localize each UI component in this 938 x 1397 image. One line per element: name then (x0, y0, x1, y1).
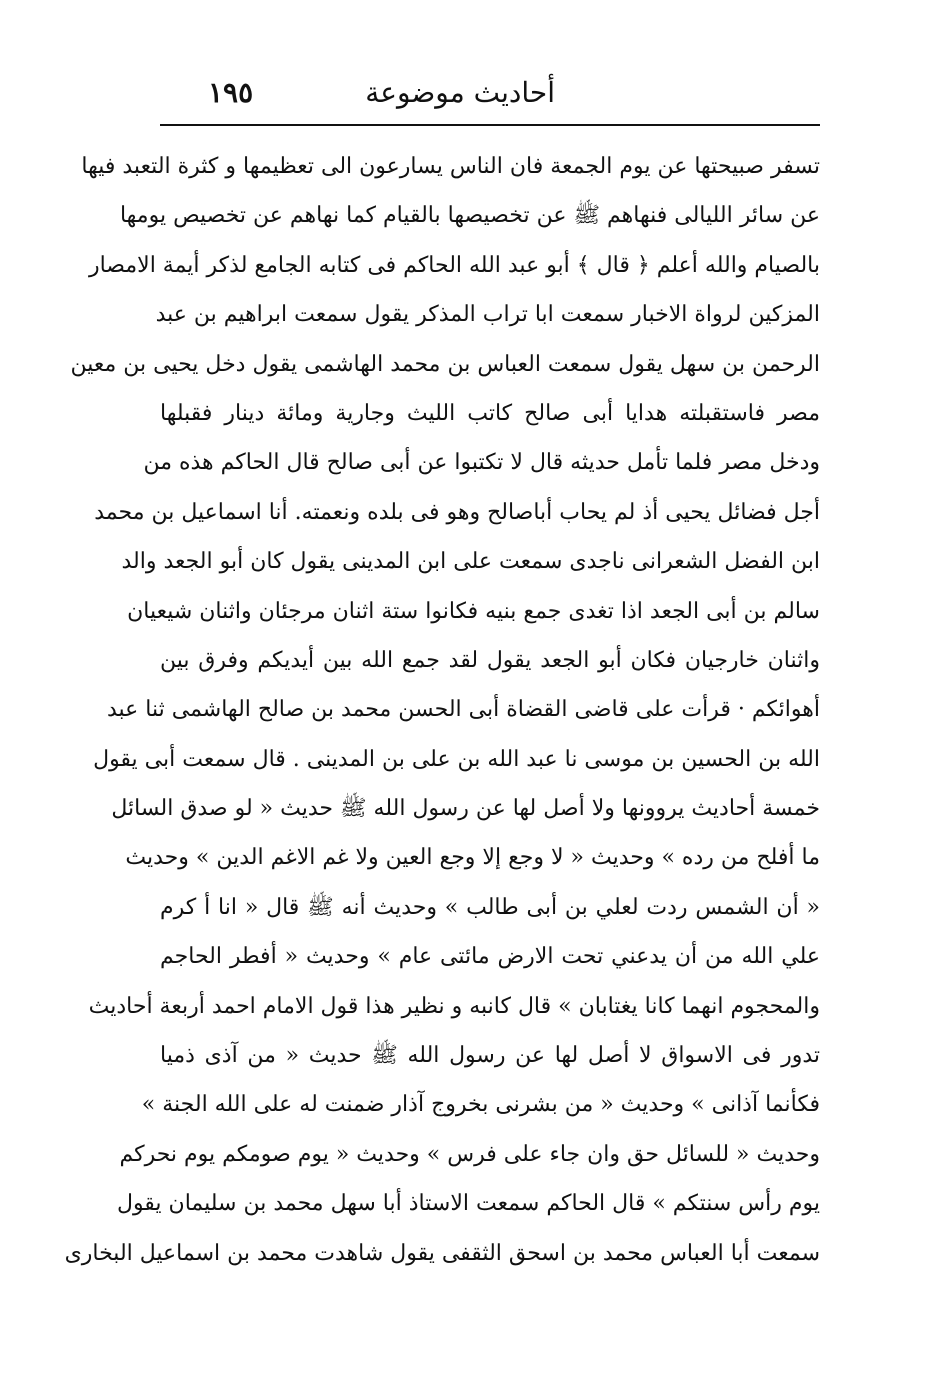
text-line: خمسة أحاديث يروونها ولا أصل لها عن رسول الله ﷺ حديث « لو صدق السائل (111, 796, 820, 822)
page-header (160, 62, 820, 124)
text-line: أهوائكم · قرأت على قاضى القضاة أبى الحسن محمد بن صالح الهاشمى ثنا عبد (106, 697, 820, 723)
text-line: أجل فضائل يحيى أذ لم يحاب أباصالح وهو فى بلده ونعمته. أنا اسماعيل بن محمد (94, 499, 820, 525)
text-line: والمحجوم انهما كانا يغتابان » قال كانبه و نظير هذا قول الامام احمد أربعة أحاديث (88, 993, 820, 1019)
text-line: الله بن الحسين بن موسى نا عبد الله بن على بن المدينى . قال سمعت أبى يقول (93, 746, 820, 772)
text-line: « أن الشمس ردت لعلي بن أبى طالب » وحديث أنه ﷺ قال « انا أ كرم (160, 894, 820, 920)
text-line: تسفر صبيحتها عن يوم الجمعة فان الناس يسارعون الى تعظيمها و كثرة التعبد فيها (81, 154, 820, 179)
body-text (64, 142, 820, 1278)
page-number: ١٩٥ (208, 76, 254, 109)
running-title: أحاديث موضوعة (365, 76, 555, 109)
text-line: تدور فى الاسواق لا أصل لها عن رسول الله ﷺ حديث « من آذى ذميا (160, 1043, 820, 1069)
text-line: الرحمن بن سهل يقول سمعت العباس بن محمد الهاشمى يقول دخل يحيى بن معين (70, 351, 820, 377)
text-line: وحديث « للسائل حق وان جاء على فرس » وحديث « يوم صومكم يوم نحركم (119, 1141, 820, 1167)
text-line: يوم رأس سنتكم » قال الحاكم سمعت الاستاذ أبا سهل محمد بن سليمان يقول (116, 1191, 820, 1217)
text-line: سالم بن أبى الجعد اذا تغدى جمع بنيه فكانوا ستة اثنان مرجئان واثنان شيعيان (127, 598, 820, 624)
text-line: ابن الفضل الشعرانى ناجدى سمعت على ابن المدينى يقول كان أبو الجعد والد (121, 549, 820, 575)
text-line: واثنان خارجيان فكان أبو الجعد يقول لقد جمع الله بين أيديكم وفرق بين (160, 647, 820, 673)
text-line: بالصيام والله أعلم ﴿ قال ﴾ أبو عبد الله الحاكم فى كتابه الجامع لذكر أيمة الامصار (88, 252, 820, 278)
text-line: المزكين لرواة الاخبار سمعت ابا تراب المذكر يقول سمعت ابراهيم بن عبد (155, 302, 820, 328)
text-line: سمعت أبا العباس محمد بن اسحق الثقفى يقول شاهدت محمد بن اسماعيل البخارى (64, 1240, 820, 1266)
text-line: مصر فاستقبلته هدايا أبى صالح كاتب الليث وجارية ومائة دينار فقبلها (160, 400, 820, 426)
text-line: علي الله من أن يدعني تحت الارض مائتى عام » وحديث « أفطر الحاجم (160, 944, 820, 970)
text-line: ما أفلح من رده » وحديث « لا وجع إلا وجع العين ولا غم الاغم الدين » وحديث (125, 845, 820, 871)
header-rule (160, 124, 820, 126)
text-line: عن سائر الليالى فنهاهم ﷺ عن تخصيصها بالقيام كما نهاهم عن تخصيص يومها (119, 203, 820, 229)
text-line: فكأنما آذانى » وحديث « من بشرنى بخروج آذار ضمنت له على الله الجنة » (141, 1092, 820, 1118)
text-line: ودخل مصر فلما تأمل حديثه قال لا تكتبوا عن أبى صالح قال الحاكم هذه من (143, 450, 820, 476)
